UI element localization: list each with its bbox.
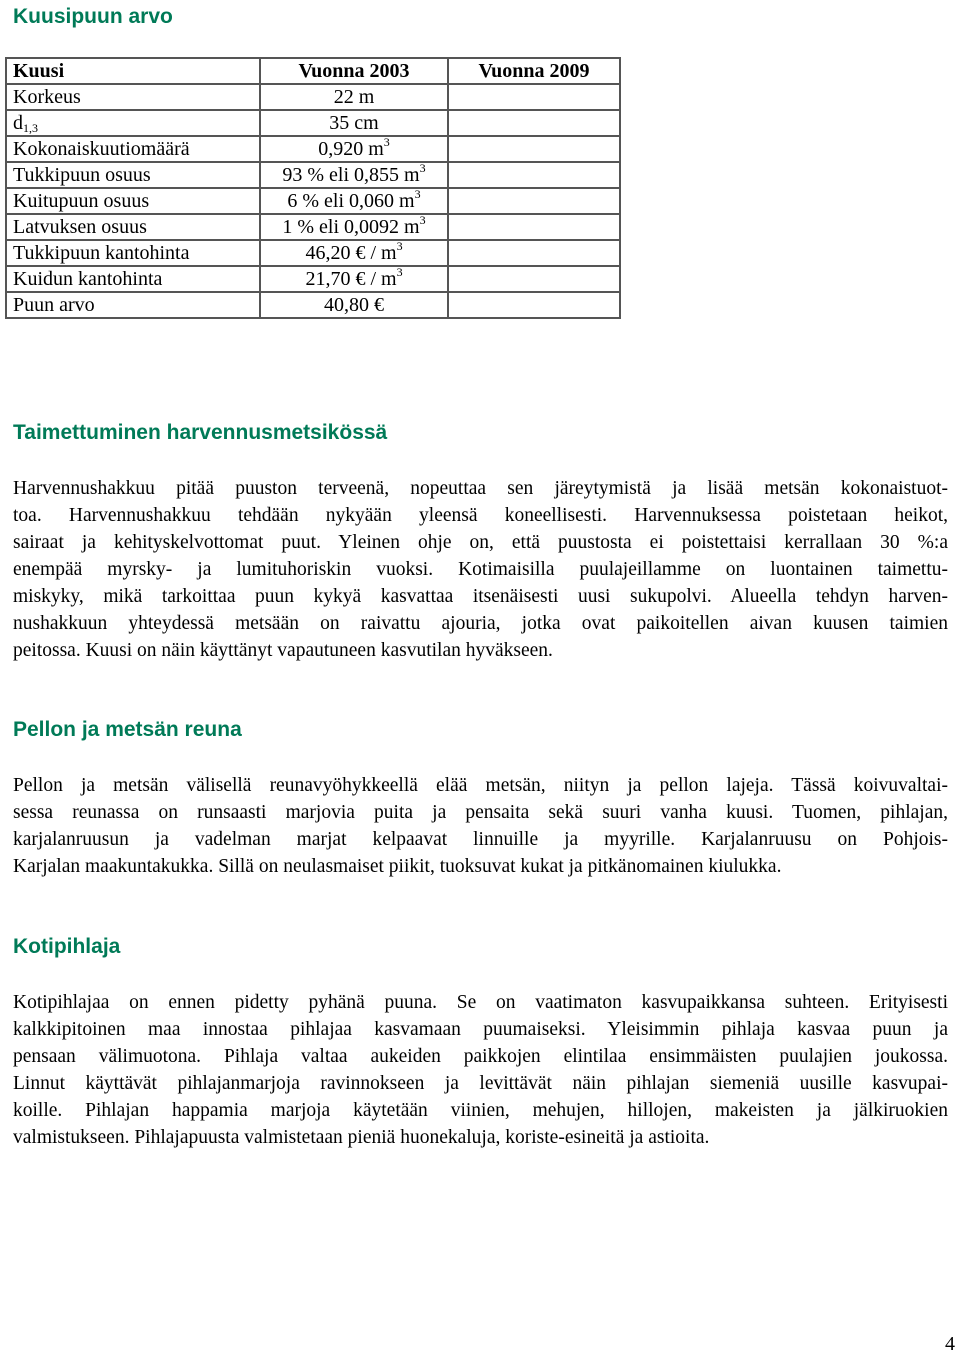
table-row: [6, 266, 620, 292]
row-label: Kokonaiskuutiomäärä: [6, 136, 260, 162]
text-line: Kotipihlajaa on ennen pidetty pyhänä puuna. Se on vaatimaton kasvupaikkansa suhteen. Erityisesti: [13, 992, 948, 1013]
table-row: [6, 136, 620, 162]
table-header-row: [6, 58, 620, 84]
table-header-cell: Vuonna 2003: [260, 58, 448, 84]
value-main: 6 % eli 0,060 m: [287, 190, 415, 212]
text-line: Pellon ja metsän välisellä reunavyöhykkeellä elää metsän, niityn ja pellon lajeja. Tässä koivuvaltai-: [13, 775, 948, 796]
value-2009: [448, 84, 620, 110]
text-line: enempää myrsky- ja lumituhoriskin vuoksi. Kotimaisilla puulajeillamme on luontainen taimettu-: [13, 559, 948, 580]
value-main: 1 % eli 0,0092 m: [282, 216, 420, 238]
value-2003: [260, 188, 448, 214]
paragraph-rowan: [13, 989, 948, 1151]
row-label: Puun arvo: [6, 292, 260, 318]
text-line: pensaan välimuotona. Pihlaja valtaa aukeiden paikkojen elintilaa ensimmäisten puulajien joukossa.: [13, 1046, 948, 1067]
value-main: 93 % eli 0,855 m: [282, 164, 420, 186]
text-line: Linnut käyttävät pihlajanmarjoja ravinnokseen ja levittävät näin pihlajan siemeniä uusille kasvupai-: [13, 1073, 948, 1094]
text-line: toa. Harvennushakkuu tehdään nykyään yleensä koneellisesti. Harvennuksessa poistetaan heikot,: [13, 505, 948, 526]
table-row: [6, 292, 620, 318]
value-2003: 40,80 €: [260, 292, 448, 318]
value-2009: [448, 266, 620, 292]
row-label: Korkeus: [6, 84, 260, 110]
value-2003: [260, 136, 448, 162]
section-title-field-edge: Pellon ja metsän reuna: [13, 718, 242, 741]
row-label: Kuidun kantohinta: [6, 266, 260, 292]
text-line: sairaat ja kehityskelvottomat puut. Yleinen ohje on, että puustosta ei poistettaisi kerrallaan 30 %:a: [13, 532, 948, 553]
table-row: [6, 240, 620, 266]
value-superscript: 3: [383, 135, 390, 149]
value-main: 21,70 € / m: [305, 268, 397, 290]
row-label: Tukkipuun osuus: [6, 162, 260, 188]
table-header-cell: Kuusi: [6, 58, 260, 84]
table-row: [6, 162, 620, 188]
table-row: [6, 188, 620, 214]
value-2009: [448, 240, 620, 266]
value-superscript: 3: [396, 265, 403, 279]
text-line: sessa reunassa on runsaasti marjovia puita ja pensaita sekä suuri vanha kuusi. Tuomen, pihlajan,: [13, 802, 948, 823]
text-line: kalkkipitoinen maa innostaa pihlajaa kasvamaan puumaiseksi. Yleisimmin pihlaja kasvaa puun ja: [13, 1019, 948, 1040]
value-2003: 35 cm: [260, 110, 448, 136]
value-2009: [448, 110, 620, 136]
value-superscript: 3: [419, 213, 426, 227]
row-label: Latvuksen osuus: [6, 214, 260, 240]
row-label-main: d: [13, 112, 23, 134]
value-superscript: 3: [419, 161, 426, 175]
text-line: karjalanruusun ja vadelman marjat kelpaavat linnuille ja myyrille. Karjalanruusu on Pohjois-: [13, 829, 948, 850]
value-2003: [260, 266, 448, 292]
value-2009: [448, 292, 620, 318]
section-title-spruce-value: Kuusipuun arvo: [13, 5, 173, 28]
text-line: miskyky, mikä tarkoittaa puun kykyä kasvattaa itsenäisesti uusi sukupolvi. Alueella tehdyn harven-: [13, 586, 948, 607]
value-2009: [448, 188, 620, 214]
value-main: 0,920 m: [318, 138, 384, 160]
table-row: [6, 84, 620, 110]
paragraph-seedling: [13, 475, 948, 664]
value-main: 46,20 € / m: [305, 242, 397, 264]
section-title-rowan: Kotipihlaja: [13, 935, 121, 958]
table-row: [6, 110, 620, 136]
text-line: nushakkuun yhteydessä metsään on raivattu ajouria, jotka ovat paikoitellen aivan kuusen taimien: [13, 613, 948, 634]
spruce-value-table: [5, 57, 621, 319]
section-title-seedling: Taimettuminen harvennusmetsikössä: [13, 421, 388, 444]
row-label: [6, 110, 260, 136]
value-superscript: 3: [414, 187, 421, 201]
table-header-cell: Vuonna 2009: [448, 58, 620, 84]
value-2009: [448, 136, 620, 162]
value-superscript: 3: [396, 239, 403, 253]
value-2003: [260, 214, 448, 240]
text-line: peitossa. Kuusi on näin käyttänyt vapautuneen kasvutilan hyväkseen.: [13, 640, 553, 661]
table-row: [6, 214, 620, 240]
row-label: Tukkipuun kantohinta: [6, 240, 260, 266]
paragraph-field-edge: [13, 772, 948, 880]
page-number: 4: [945, 1333, 955, 1355]
row-label-subscript: 1,3: [23, 121, 38, 135]
value-2003: [260, 240, 448, 266]
value-2009: [448, 214, 620, 240]
value-2009: [448, 162, 620, 188]
text-line: valmistukseen. Pihlajapuusta valmistetaan pieniä huonekaluja, koriste-esineitä ja astioita.: [13, 1127, 710, 1148]
text-line: Karjalan maakuntakukka. Sillä on neulasmaiset piikit, tuoksuvat kukat ja pitkänomainen kiulukka.: [13, 856, 782, 877]
value-2003: [260, 162, 448, 188]
value-2003: 22 m: [260, 84, 448, 110]
text-line: koille. Pihlajan happamia marjoja käytetään viinien, mehujen, hillojen, makeisten ja jälkiruokien: [13, 1100, 948, 1121]
row-label: Kuitupuun osuus: [6, 188, 260, 214]
text-line: Harvennushakkuu pitää puuston terveenä, nopeuttaa sen järeytymistä ja lisää metsän kokonaistuot-: [13, 478, 948, 499]
